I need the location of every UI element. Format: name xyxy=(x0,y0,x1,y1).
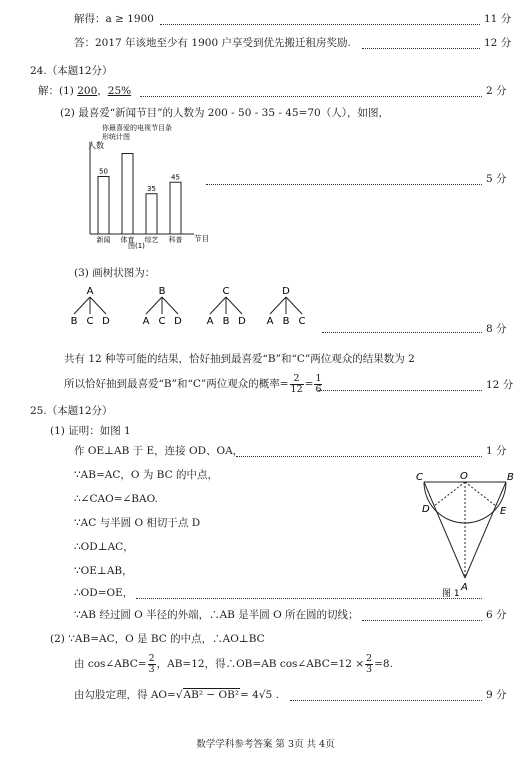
data-label: 45 xyxy=(171,173,180,182)
tree-root: D xyxy=(282,286,290,297)
tree-branch xyxy=(226,297,242,314)
denominator: 12 xyxy=(290,383,303,395)
tree-diagram xyxy=(64,284,324,332)
y-axis-label: 人数 xyxy=(88,141,104,150)
bar-chart xyxy=(82,120,212,250)
cos-prefix: 由 cos∠ABC= xyxy=(74,658,147,670)
cos-end: =8. xyxy=(374,658,393,670)
dot-leader xyxy=(362,48,480,49)
score: 6 分 xyxy=(486,609,507,621)
dot-leader xyxy=(140,96,482,97)
geometry-figure xyxy=(416,470,516,600)
score: 12 分 xyxy=(484,37,512,49)
solve-line: 解得：a ≥ 1900 xyxy=(74,13,154,25)
denominator: 3 xyxy=(366,663,373,675)
answer-25pct: 25% xyxy=(107,85,132,97)
proof-line: ∴OD⊥AC， xyxy=(74,541,134,553)
answer-200: 200 xyxy=(77,85,98,97)
label-b: B xyxy=(507,472,514,483)
tree-leaf: A xyxy=(206,316,214,327)
tree-root: A xyxy=(86,286,94,297)
dot-leader xyxy=(362,620,482,621)
tree-leaf: D xyxy=(102,316,110,327)
figure-caption: 图(1) xyxy=(128,242,145,250)
tree-leaf: A xyxy=(266,316,274,327)
fraction xyxy=(365,654,373,675)
tick-label: 综艺 xyxy=(144,236,159,244)
tick-label: 新闻 xyxy=(96,236,111,244)
tree-branch xyxy=(286,297,302,314)
bar-体育 xyxy=(122,154,133,235)
figure-caption: 图 1 xyxy=(442,589,460,599)
score: 5 分 xyxy=(486,173,507,185)
cos-mid: ，AB=12，得∴OB=AB cos∠ABC=12 × xyxy=(156,658,365,670)
q25-part2-head: (2) ∵AB=AC，O 是 BC 的中点，∴AO⊥BC xyxy=(50,633,265,645)
q24-part1 xyxy=(38,84,131,98)
side-ac xyxy=(424,482,465,578)
q25-part1-head: (1) 证明：如图 1 xyxy=(50,425,131,437)
label-o: O xyxy=(460,471,468,482)
numerator: 2 xyxy=(366,652,373,664)
pyth-end: = 4√5 . xyxy=(240,689,279,701)
proof-line: ∵AB 经过圆 O 半径的外端，∴AB 是半圆 O 所在圆的切线； xyxy=(74,609,359,621)
tree-leaf: C xyxy=(298,316,306,327)
label-a: A xyxy=(461,582,468,593)
proof-line: ∵AB=AC，O 为 BC 的中点， xyxy=(74,469,218,481)
fraction xyxy=(314,374,322,395)
numerator: 1 xyxy=(315,372,322,384)
tree-root: C xyxy=(222,286,230,297)
data-label: 50 xyxy=(99,167,108,176)
pythagoras-line xyxy=(74,688,279,702)
numerator: 2 xyxy=(290,374,304,385)
tree-leaf: B xyxy=(222,316,230,327)
cos-line xyxy=(74,652,393,676)
tree-leaf: D xyxy=(174,316,182,327)
proof-line: ∵OE⊥AB， xyxy=(74,565,133,577)
bar-科普 xyxy=(170,182,181,234)
label-e: E xyxy=(500,506,507,517)
bar-综艺 xyxy=(146,194,157,234)
q24-part2: (2) 最喜爱“新闻节目”的人数为 200 - 50 - 35 - 45=70（人），如图， xyxy=(60,107,389,119)
denominator: 3 xyxy=(148,663,155,675)
tree-branch xyxy=(146,297,162,314)
equals: = xyxy=(304,378,314,390)
dot-leader xyxy=(236,456,482,457)
radicand: AB² − OB² xyxy=(183,689,240,701)
conclusion-line2 xyxy=(64,372,323,396)
bar-新闻 xyxy=(98,177,109,235)
label-d: D xyxy=(422,504,430,515)
proof-line: ∵AC 与半圆 O 相切于点 D xyxy=(74,517,201,529)
score: 12 分 xyxy=(486,379,514,391)
tree-branch xyxy=(74,297,90,314)
tree-branch xyxy=(270,297,286,314)
tree-leaf: C xyxy=(86,316,94,327)
chart-title-line2: 形统计图 xyxy=(102,133,130,141)
score: 9 分 xyxy=(486,689,507,701)
dot-leader xyxy=(322,332,482,333)
tree-root: B xyxy=(158,286,166,297)
data-label: 35 xyxy=(147,184,156,193)
tree-leaf: A xyxy=(142,316,150,327)
score: 11 分 xyxy=(484,13,512,25)
denominator: 6 xyxy=(315,383,322,395)
pyth-prefix: 由勾股定理，得 AO= xyxy=(74,689,176,701)
score: 1 分 xyxy=(486,445,507,457)
segment-od xyxy=(434,482,465,506)
fraction xyxy=(290,374,304,395)
sep: ， xyxy=(97,85,108,97)
tree-leaf: D xyxy=(238,316,246,327)
fraction xyxy=(148,654,156,675)
tree-branch xyxy=(90,297,106,314)
q25-title: 25.（本题12分） xyxy=(30,405,113,417)
tree-branch xyxy=(210,297,226,314)
page-footer: 数学学科参考答案 第 3页 共 4页 xyxy=(196,739,335,750)
dot-leader xyxy=(160,24,480,25)
proof-line: ∴OD=OE， xyxy=(74,587,134,599)
label-c: C xyxy=(416,472,423,483)
proof-line: ∴∠CAO=∠BAO. xyxy=(74,493,158,505)
x-axis-label: 节目 xyxy=(194,234,209,243)
tick-label: 体育 xyxy=(120,236,135,244)
tree-branch xyxy=(162,297,178,314)
proof-line: 作 OE⊥AB 于 E，连接 OD、OA， xyxy=(74,445,244,457)
dot-leader xyxy=(290,700,482,701)
prob-prefix: 所以恰好抽到最喜爱“B”和“C”两位观众的概率= xyxy=(64,378,289,390)
conclusion-line1: 共有 12 种等可能的结果，恰好抽到最喜爱“B”和“C”两位观众的结果数为 2 xyxy=(64,353,415,365)
score: 8 分 xyxy=(486,323,507,335)
tree-leaf: C xyxy=(158,316,166,327)
chart-title-line1: 你最喜爱的电视节目条 xyxy=(102,124,172,132)
side-ab xyxy=(465,482,506,578)
tick-label: 科普 xyxy=(168,236,183,244)
score: 2 分 xyxy=(486,85,507,97)
dot-leader xyxy=(206,184,482,185)
part1-prefix: 解：(1) xyxy=(38,85,74,97)
answer-line: 答：2017 年该地至少有 1900 户享受到优先搬迁租房奖励. xyxy=(74,37,351,49)
sqrt-sign: √ xyxy=(175,689,183,701)
tree-leaf: B xyxy=(282,316,290,327)
numerator: 2 xyxy=(148,652,155,664)
dot-leader xyxy=(318,390,482,391)
q24-title: 24.（本题12分） xyxy=(30,65,113,77)
q24-part3: (3) 画树状图为： xyxy=(74,267,156,279)
segment-oe xyxy=(465,482,496,506)
tree-leaf: B xyxy=(70,316,78,327)
